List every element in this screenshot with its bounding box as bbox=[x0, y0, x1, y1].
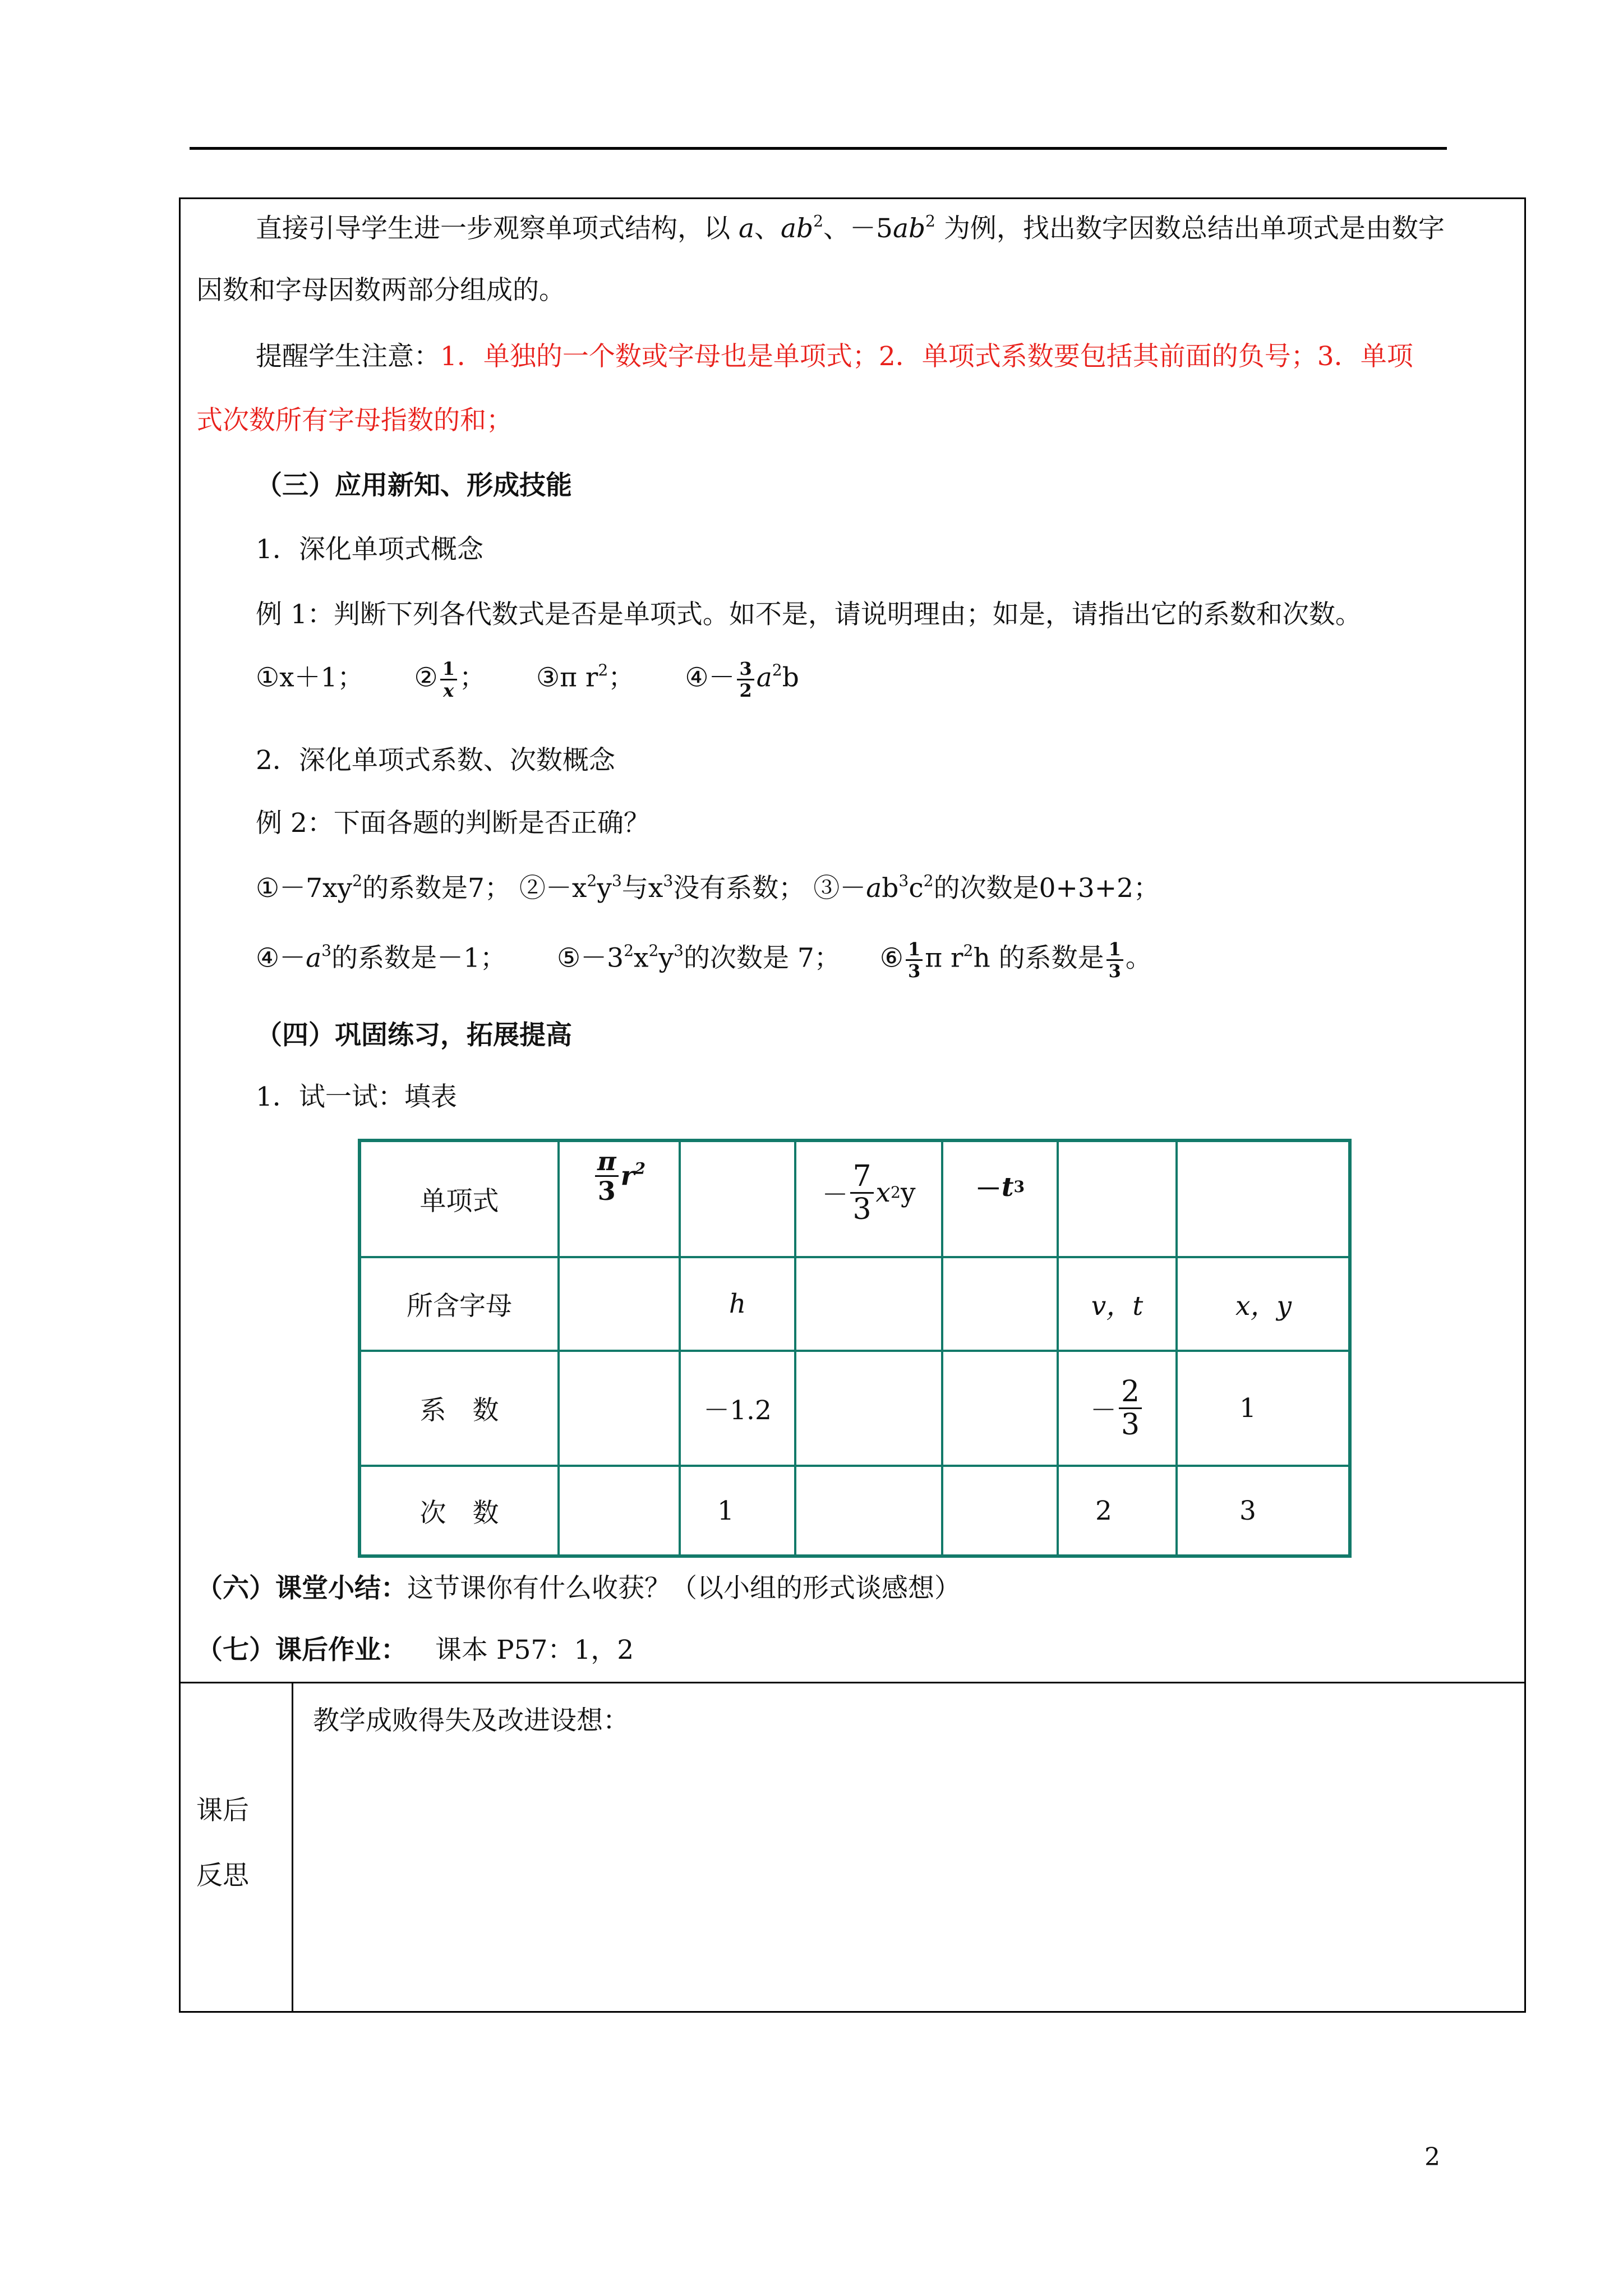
example-2: 例 2：下面各题的判断是否正确？ bbox=[256, 808, 650, 839]
row-header-degree: 次 数 bbox=[419, 1497, 499, 1529]
section-3-item-1: 1．深化单项式概念 bbox=[256, 534, 483, 565]
reflection-label-2: 反思 bbox=[196, 1860, 249, 1891]
degree-col-6: 3 bbox=[1239, 1495, 1256, 1526]
header-rule bbox=[190, 147, 1447, 150]
page-number: 2 bbox=[1424, 2143, 1440, 2171]
reflection-label-1: 课后 bbox=[196, 1795, 249, 1826]
monomial-neg-t-cubed: － t 3 bbox=[975, 1171, 1025, 1205]
coefficient-col-5: － $\frac{2}{3}$ bbox=[1059, 1352, 1175, 1465]
reflection-divider bbox=[179, 1682, 1526, 1683]
coefficient-col-6: 1 bbox=[1239, 1393, 1256, 1424]
reminder-line-1: 提醒学生注意：1．单独的一个数或字母也是单项式；2．单项式系数要包括其前面的负号；3．单项 bbox=[256, 341, 1413, 372]
section-3-item-2: 2．深化单项式系数、次数概念 bbox=[256, 745, 615, 776]
degree-col-2: 1 bbox=[717, 1495, 734, 1526]
letters-col-5: v，t bbox=[1091, 1291, 1144, 1322]
reminder-line-2: 式次数所有字母指数的和； bbox=[196, 405, 513, 436]
row-header-coefficient: 系 数 bbox=[419, 1395, 499, 1426]
example-2-line-1: $①-7xy^2$的系数是7； $②-x^2y^3$与$x^3$没有系数； $③-ab^3c^2$的次数是0+3+2； bbox=[256, 871, 1160, 904]
letters-col-6: x，y bbox=[1235, 1291, 1292, 1322]
degree-col-5: 2 bbox=[1095, 1495, 1112, 1526]
class-summary: （六）课堂小结：这节课你有什么收获？（以小组的形式谈感想） bbox=[196, 1573, 961, 1604]
letters-col-2: h bbox=[728, 1289, 746, 1319]
row-header-monomial: 单项式 bbox=[419, 1186, 499, 1217]
section-4-item-1: 1．试一试：填表 bbox=[256, 1082, 457, 1112]
homework: （七）课后作业： 课本 P57：1，2 bbox=[196, 1635, 634, 1665]
row-header-letters: 所含字母 bbox=[407, 1291, 512, 1322]
monomial-neg-7-3-x2y: － $\frac{7}{3}$ x 2 y bbox=[822, 1159, 916, 1226]
coefficient-col-2: －1.2 bbox=[703, 1395, 772, 1426]
intro-line-2: 因数和字母因数两部分组成的。 bbox=[196, 275, 565, 306]
reflection-prompt: 教学成败得失及改进设想： bbox=[313, 1705, 629, 1736]
section-3-heading: （三）应用新知、形成技能 bbox=[256, 470, 572, 501]
example-1: 例 1：判断下列各代数式是否是单项式。如不是，请说明理由；如是，请指出它的系数和次数。 bbox=[256, 599, 1362, 630]
example-1-expressions: ①x＋1； ② $\frac{1}{x}$ ； ③π $r^2$； ④－ $\frac{3}{2}$ $a^2b$ bbox=[256, 658, 799, 701]
intro-line-1: 直接引导学生进一步观察单项式结构，以 a、$ab^2$、$-5ab^2$ 为例，找出数字因数总结出单项式是由数字 bbox=[256, 211, 1445, 244]
reflection-column-divider bbox=[292, 1682, 293, 2013]
practice-table bbox=[358, 1139, 1352, 1558]
example-2-line-2: $④-a^3$的系数是－1； $⑤-3^2x^2y^3$的次数是 7； ⑥ $\frac{1}{3}$ π $r^2h$ 的系数是 $\frac{1}{3}$ 。 bbox=[256, 938, 1152, 982]
section-4-heading: （四）巩固练习，拓展提高 bbox=[256, 1020, 572, 1051]
monomial-pi-over-3-r-squared: $\frac{\pi}{3}$ $r^2$ bbox=[560, 1142, 679, 1209]
